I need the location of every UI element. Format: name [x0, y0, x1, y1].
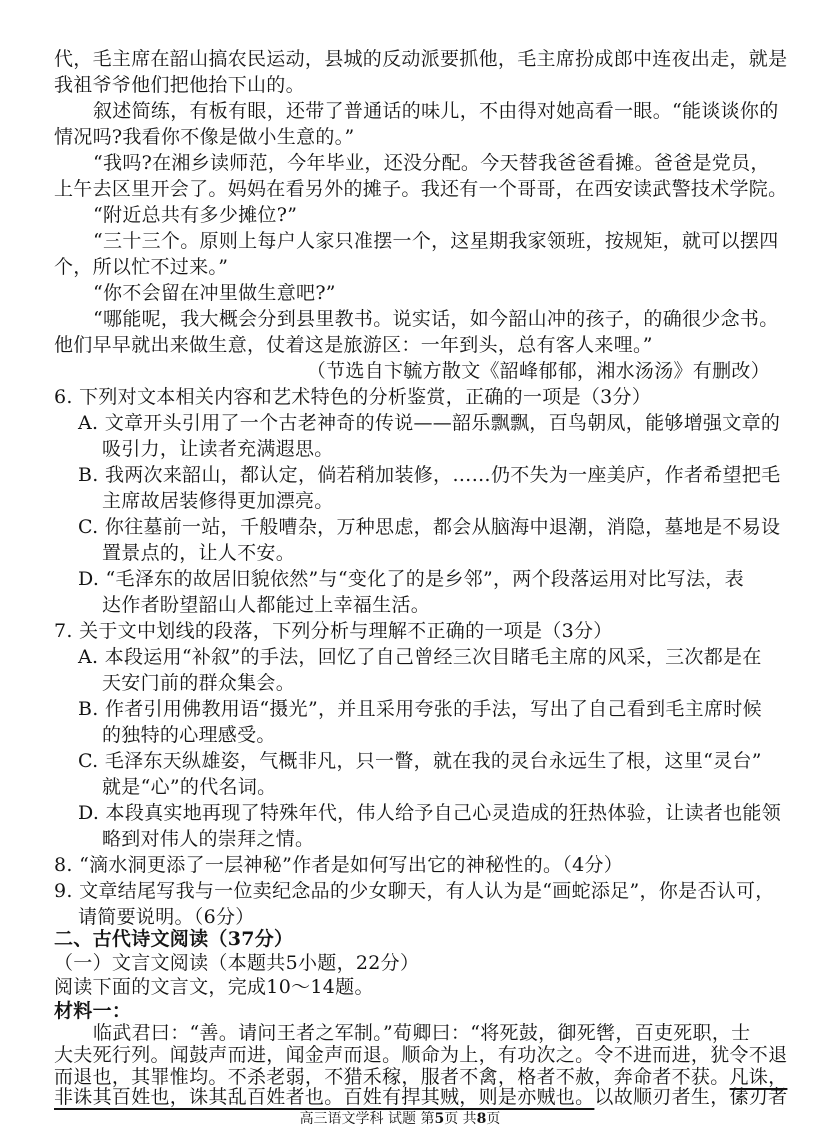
material-label: 材料一： [54, 1000, 132, 1022]
footer-title: 高三语文学科 试题 第 [299, 1111, 435, 1127]
story-line: 叙述简练，有板有眼，还带了普通话的味儿，不由得对她高看一眼。“能谈谈你的 [93, 100, 779, 122]
story-line: “你不会留在冲里做生意吧?” [93, 282, 336, 304]
section-heading: 二、古代诗文阅读（37分） [54, 928, 294, 950]
q6-option-a: A. 文章开头引用了一个古老神奇的传说——韶乐飘飘，百鸟朝凤，能够增强文章的 [78, 412, 781, 434]
subsection-heading: （一）文言文阅读（本题共5小题，22分） [54, 952, 420, 974]
story-line: “三十三个。原则上每户人家只准摆一个，这星期我家领班，按规矩，就可以摆四 [93, 230, 779, 252]
question-9-cont: 请简要说明。（6分） [78, 906, 255, 928]
underlined-passage: 非诛其百姓也，诛其乱百姓者也。百姓有捍其贼，则是亦贼也。 [54, 1086, 595, 1108]
question-6-stem: 6. 下列对文本相关内容和艺术特色的分析鉴赏，正确的一项是（3分） [54, 386, 652, 408]
story-line: 他们早早就出来做生意，仗着这是旅游区：一年到头，总有客人来哩。” [54, 334, 653, 356]
source-note: （节选自卞毓方散文《韶峰郁郁，湘水汤汤》有删改） [306, 360, 770, 382]
question-9: 9. 文章结尾写我与一位卖纪念品的少女聊天，有人认为是“画蛇添足”，你是否认可， [54, 880, 775, 902]
story-line: “哪能呢，我大概会分到县里教书。说实话，如今韶山冲的孩子，的确很少念书。 [93, 308, 779, 330]
story-line: 情况吗?我看你不像是做小生意的。” [54, 126, 355, 148]
question-8: 8. “滴水洞更添了一层神秘”作者是如何写出它的神秘性的。（4分） [54, 854, 624, 876]
classical-line: 临武君曰：“善。请问王者之军制。”荀卿曰：“将死鼓，御死辔，百吏死职，士 [93, 1022, 751, 1044]
reading-instruction: 阅读下面的文言文，完成10～14题。 [54, 976, 374, 998]
classical-line: 大夫死行列。闻鼓声而进，闻金声而退。顺命为上，有功次之。令不进而进，犹令不退 [54, 1044, 788, 1066]
q7-option-b: B. 作者引用佛教用语“摄光”，并且采用夸张的手法，写出了自己看到毛主席时候 [78, 698, 762, 720]
story-line: “我吗?在湘乡读师范，今年毕业，还没分配。今天替我爸爸看摊。爸爸是党员， [93, 152, 770, 174]
q6-option-a-cont: 吸引力，让读者充满遐思。 [102, 438, 334, 460]
story-line: 代，毛主席在韶山搞农民运动，县城的反动派要抓他，毛主席扮成郎中连夜出走，就是 [54, 48, 788, 70]
footer-page-number: 5 [434, 1111, 445, 1127]
q7-option-d-cont: 略到对伟人的崇拜之情。 [102, 828, 315, 850]
q6-option-c: C. 你往墓前一站，千般嘈杂，万种思虑，都会从脑海中退潮，消隐，墓地是不易设 [78, 516, 781, 538]
q7-option-a: A. 本段运用“补叙”的手法，回忆了自己曾经三次目睹毛主席的风采，三次都是在 [78, 646, 762, 668]
q6-option-d: D. “毛泽东的故居旧貌依然”与“变化了的是乡邻”，两个段落运用对比写法，表 [78, 568, 744, 590]
question-7-stem: 7. 关于文中划线的段落，下列分析与理解不正确的一项是（3分） [54, 620, 613, 642]
underlined-passage: 凡诛， [729, 1066, 788, 1088]
q6-option-c-cont: 置景点的，让人不安。 [102, 542, 296, 564]
classical-text: 以故顺刃者生，傃刃者 [594, 1086, 788, 1108]
story-line: 上午去区里开会了。妈妈在看另外的摊子。我还有一个哥哥，在西安读武警技术学院。 [54, 178, 788, 200]
q6-option-b: B. 我两次来韶山，都认定，倘若稍加装修，……仍不失为一座美庐，作者希望把毛 [78, 464, 781, 486]
story-line: “附近总共有多少摊位?” [93, 204, 298, 226]
q7-option-a-cont: 天安门前的群众集会。 [102, 672, 296, 694]
q7-option-d: D. 本段真实地再现了特殊年代，伟人给予自己心灵造成的狂热体验，让读者也能领 [78, 802, 782, 824]
q7-option-b-cont: 的独特的心理感受。 [102, 724, 276, 746]
footer-mid: 页 共 [444, 1111, 477, 1127]
footer-end: 页 [486, 1111, 501, 1127]
story-line: 个，所以忙不过来。” [54, 256, 229, 278]
classical-text: 而退也，其罪惟均。不杀老弱，不猎禾稼，服者不禽，格者不赦，奔命者不获。 [54, 1066, 730, 1088]
q6-option-b-cont: 主席故居装修得更加漂亮。 [102, 490, 334, 512]
q6-option-d-cont: 达作者盼望韶山人都能过上幸福生活。 [102, 594, 431, 616]
page-footer [0, 1110, 800, 1128]
footer-total-pages: 8 [476, 1111, 487, 1127]
story-line: 我祖爷爷他们把他抬下山的。 [54, 74, 305, 96]
q7-option-c: C. 毛泽东天纵雄姿，气概非凡，只一瞥，就在我的灵台永远生了根，这里“灵台” [78, 750, 762, 772]
q7-option-c-cont: 就是“心”的代名词。 [102, 776, 277, 798]
